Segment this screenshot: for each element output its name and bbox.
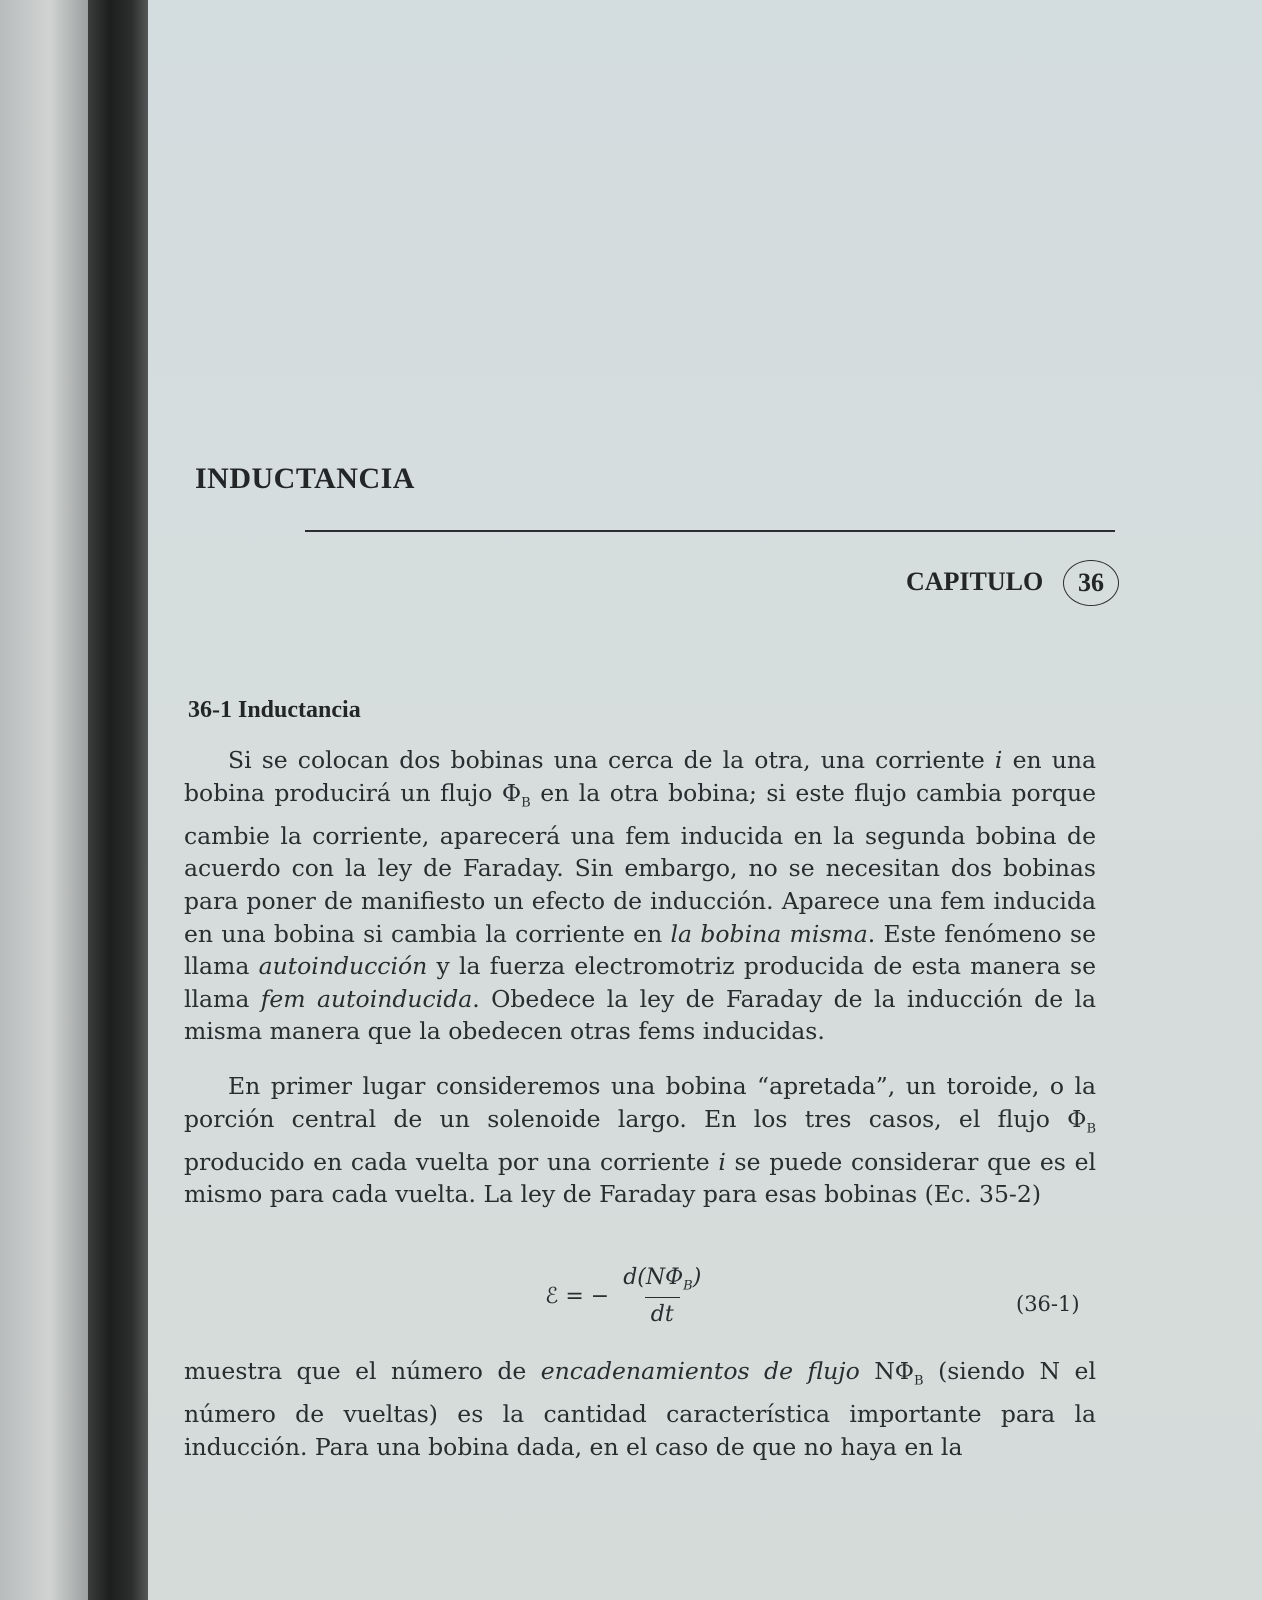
chapter-label: CAPITULO <box>906 567 1044 596</box>
equation-numerator: $d(N\Phi_B)$ <box>623 1265 702 1294</box>
equation-36-1 <box>545 1265 707 1327</box>
paragraph-1: Si se colocan dos bobinas una cerca de la otra, una corriente i en una bobina producirá un flujo $\Phi_B$ en la otra bobina; si este flujo cambia porque cambie la corriente, aparecerá una fem inducida en la segunda bobina de acuerdo con la ley de Faraday. Sin embargo, no se necesitan dos bobinas para poner de manifiesto un efecto de inducción. Aparece una fem inducida en una bobina si cambia la corriente en la bobina misma. Este fenómeno se llama autoinducción y la fuerza electromotriz producida de esta manera se llama fem autoinducida. Obedece la ley de Faraday de la inducción de la misma manera que la obedecen otras fems inducidas. <box>184 746 1097 1046</box>
book-spine-shadow <box>88 0 150 1600</box>
equation-fraction <box>617 1265 707 1327</box>
chapter-number: 36 <box>1063 560 1119 606</box>
equation-lhs: ℰ = − <box>545 1283 610 1309</box>
paragraph-2: En primer lugar consideremos una bobina “apretada”, un toroide, o la porción central de un solenoide largo. En los tres casos, el flujo $\Phi_B$ producido en cada vuelta por una corriente i se puede considerar que es el mismo para cada vuelta. La ley de Faraday para esas bobinas (Ec. 35-2) <box>184 1072 1096 1209</box>
paragraph-3: muestra que el número de encadenamientos de flujo $N\Phi_B$ (siendo N el número de vueltas) es la cantidad característica importante para la inducción. Para una bobina dada, en el caso de que no haya en la <box>184 1357 1096 1461</box>
book-edge <box>0 0 90 1600</box>
equation-denominator: dt <box>645 1297 680 1327</box>
chapter-rule <box>305 530 1115 532</box>
section-title: 36-1 Inductancia <box>188 697 361 723</box>
equation-number: (36-1) <box>1016 1292 1080 1316</box>
chapter-title: INDUCTANCIA <box>195 462 415 495</box>
